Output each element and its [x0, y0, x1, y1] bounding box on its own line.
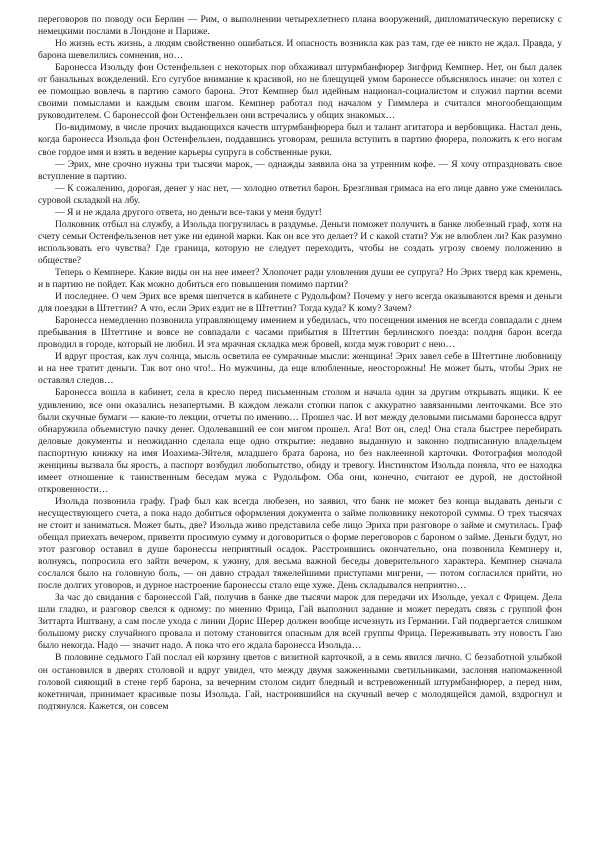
paragraph-16: В половине седьмого Гай послал ей корзину цветов с визитной карточкой, а в семь явился лично. С беззаботной улыбкой он остановился в дверях столовой и вдруг увидел, что между двумя зажженными светильниками, заслоняя напомаженной головой сияющий в стене герб барона, за вечерним столом сидит бледный и встревоженный штурмбанфюрер, а перед ним, кокетничая, принимает красивые позы Изольда. Гай, настроившийся на скучный вечер с молодящейся дамой, вздрогнул и подтянулся. Кажется, он совсем [38, 652, 562, 712]
paragraph-14: Изольда позвонила графу. Граф был как всегда любезен, но заявил, что банк не может без конца выдавать деньги с несуществующего счета, а пока надо добиться оформления документа о займе полковнику некоторой суммы. О трех тысячах не стоит и заниматься. Может быть, две? Изольда живо представила себе лицо Эриха при разговоре о займе и смутилась. Граф обещал приехать вечером, привезти просимую сумму и договориться о форме переговоров с бароном о займе. Деньги будут, но этот разговор оставил в душе баронессы неприятный осадок. Расстроившись окончательно, она позвонила Кемпнеру и, волнуясь, попросила его зайти вечером, к ужину, для весьма важной беседы доверительного характера. Кемпнер сначала сослался было на головную боль, — он давно страдал тяжелейшими приступами мигрени, — потом согласился прийти, но после долгих уговоров, и дурное настроение баронессы стало еще хуже. День складывался неприятно… [38, 495, 562, 592]
paragraph-15: За час до свидания с баронессой Гай, получив в банке две тысячи марок для передачи их Изольде, уехал с Фрицем. Дела шли гладко, и разговор свелся к одному: по мнению Фрица, Гай выполнил задание и может передать связь с группой фон Зиттарта Иштвану, а сам после ухода с линии Дорис Шерер должен вообще исчезнуть из Германии. Гай подвергается слишком большому риску случайного провала и потому становится опасным для всей группы Фрица. Переживывать эту новость Гаю было некогда. Надо — значит надо. А пока что его ждала баронесса Изольда… [38, 592, 562, 652]
paragraph-5: — Эрих, мне срочно нужны три тысячи марок, — однажды заявила она за утренним кофе. — Я хочу отпраздновать свое вступление в партию. [38, 158, 562, 182]
paragraph-6: — К сожалению, дорогая, денег у нас нет, — холодно ответил барон. Брезгливая гримаса на его лице давно уже сменилась суровой складкой на лбу. [38, 182, 562, 206]
document-page [38, 14, 562, 713]
paragraph-3: Баронесса Изольду фон Остенфельзен с некоторых пор обхаживал штурмбанфюрер Зигфрид Кемпнер. Нет, он был далек от банальных вожделений. Его сугубое внимание к красивой, но не блещущей умом баронессе объяснялось иначе: он хотел с ее помощью вовлечь в партию самого барона. Этот Кемпнер был идейным национал-социалистом и служил партии всеми своими помыслами и каждым своим шагом. Кемпнер работал под началом у Гиммлера и считался многообещающим руководителем. С баронессой фон Остенфельзен они встречались у общих знакомых… [38, 62, 562, 122]
paragraph-12: И вдруг простая, как луч солнца, мысль осветила ее сумрачные мысли: женщина! Эрих завел себе в Штеттине любовницу и на нее тратит деньги. Так вот оно что!.. Но мужчины, да еще влюбленные, неосторожны! Не может быть, чтобы Эрих не оставлял следов… [38, 351, 562, 387]
paragraph-13: Баронесса вошла в кабинет, села в кресло перед письменным столом и начала один за другим открывать ящики. К ее удивлению, все они оказались незапертыми. В каждом лежали стопки папок с аккуратно завязанными ленточками. Все это были скучные бумаги — какие-то лекции, отчеты по имению… Прошел час. И вот между деловыми письмами баронесса вдруг обнаружила объемистую пачку денег. Одолевавший ее сон мигом прошел. Ага! Вот он, след! Она стала быстрее перебирать деловые документы и неожиданно сделала еще одно открытие: недавно выданную и законно подписанную владельцем паспортную книжку на имя Иоахима-Эйтеля, младшего брата барона, но без наклеенной карточки. Фотография молодой женщины вызвала бы ярость, а паспорт возбудил любопытство, обиду и тревогу. Инстинктом Изольда поняла, что ее находка имеет отношение к таинственным беседам мужа с Рудольфом. Оба они, конечно, считают ее дурой, не достойной откровенности… [38, 387, 562, 495]
paragraph-8: Полковник отбыл на службу, а Изольда погрузилась в раздумье. Деньги поможет получить в банке любезный граф, хотя на счету семьи Остенфельзенов нет уже ни единой марки. Как он все это делает? И с какой стати? Уж не влюблен ли? Как разумно использовать его чувства? Где граница, которую не следует переходить, чтобы не создать угрозу своему положению в обществе? [38, 218, 562, 266]
paragraph-1: переговоров по поводу оси Берлин — Рим, о выполнении четырехлетнего плана вооружений, дипломатическую переписку с немецкими послами в Лондоне и Париже. [38, 14, 562, 38]
paragraph-7: — Я и не ждала другого ответа, но деньги все-таки у меня будут! [55, 206, 322, 218]
paragraph-11: Баронесса немедленно позвонила управляющему имением и убедилась, что посещения имения не всегда совпадали с днем пребывания в Штеттине и вовсе не совпадали с часами прибытия в Штеттин берлинского поезда: полдня барон всегда проводил в городе, который не любил. И эта мрачная складка меж бровей, когда муж говорит с нею… [38, 315, 562, 351]
paragraph-9: Теперь о Кемпнере. Какие виды он на нее имеет? Хлопочет ради уловления души ее супруга? Но Эрих тверд как кремень, и в партию не пойдет. Как можно добиться его повышения помимо партии? [38, 266, 562, 291]
paragraph-10: И последнее. О чем Эрих все время шепчется в кабинете с Рудольфом? Почему у него всегда оказываются время и деньги для поездки в Штеттин? А что, если Эрих ездит не в Штеттин? Тогда куда? К кому? Зачем? [38, 291, 562, 315]
paragraph-4: По-видимому, в числе прочих выдающихся качеств штурмбанфюрера был и талант агитатора и вербовщика. Настал день, когда баронесса Изольда фон Остенфельзен, поддавшись уговорам, решила вступить в партию фюрера, положить к его ногам свое гордое имя и взять в ведение карьеры супруга в собственные руки. [38, 122, 562, 158]
paragraph-2: Но жизнь есть жизнь, а людям свойственно ошибаться. И опасность возникла как раз там, где ее никто не ждал. Правда, у барона шевелились сомнения, но… [38, 38, 562, 62]
